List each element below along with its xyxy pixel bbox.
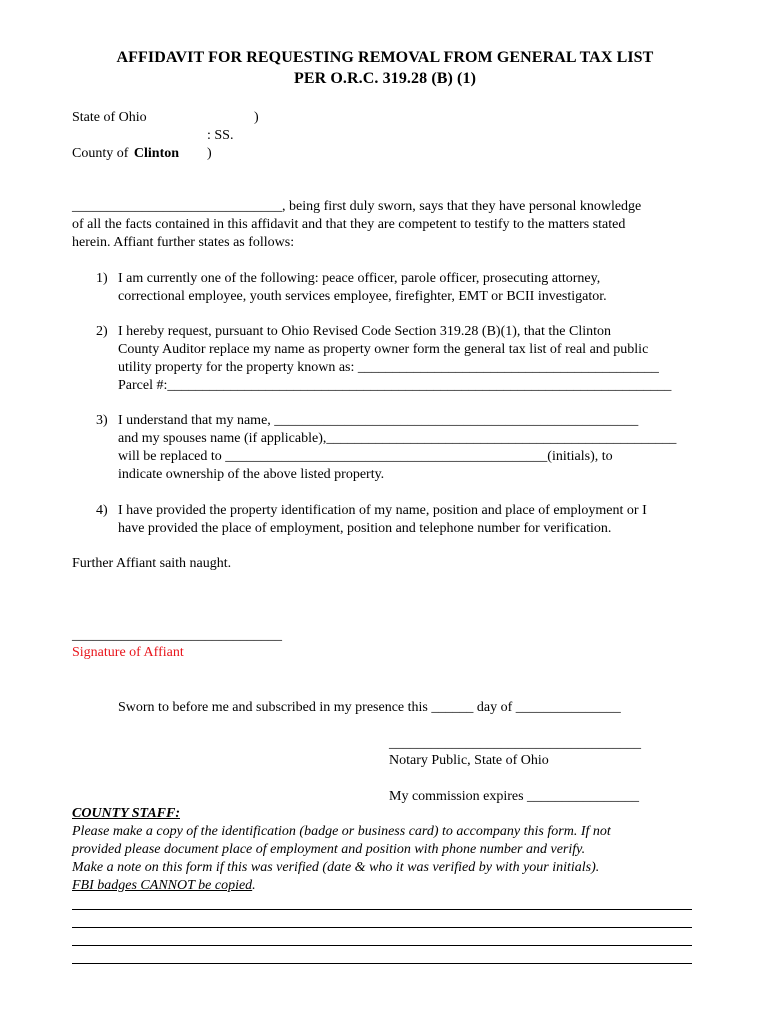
sworn-statement[interactable]: Sworn to before me and subscribed in my presence this ______ day of _______________ xyxy=(118,700,621,715)
county-staff-heading: COUNTY STAFF: xyxy=(72,806,180,821)
item-3-line-4: indicate ownership of the above listed property. xyxy=(118,467,385,482)
item-3-number: 3) xyxy=(96,413,108,428)
fbi-badges-note: FBI badges CANNOT be copied xyxy=(72,878,253,893)
fbi-badges-period: . xyxy=(252,878,256,893)
property-known-as-field[interactable]: utility property for the property known as: ___________________________________________ xyxy=(118,360,659,375)
parcel-number-field[interactable]: Parcel #:________________________________________________________________________ xyxy=(118,378,672,393)
item-2-line-2: County Auditor replace my name as property owner form the general tax list of real and public xyxy=(118,342,649,357)
venue-paren-top: ) xyxy=(254,110,259,125)
county-staff-line-4 xyxy=(72,878,256,894)
venue-county xyxy=(72,146,179,162)
item-2-number: 2) xyxy=(96,324,108,339)
venue-paren-bottom: ) xyxy=(207,146,212,161)
item-4-number: 4) xyxy=(96,503,108,518)
notary-signature-line[interactable]: ____________________________________ xyxy=(389,736,641,751)
signature-label: Signature of Affiant xyxy=(72,645,184,660)
closing-statement: Further Affiant saith naught. xyxy=(72,556,232,571)
commission-expires-field[interactable]: My commission expires ________________ xyxy=(389,789,640,804)
my-name-field[interactable]: I understand that my name, ____________________________________________________ xyxy=(118,413,639,428)
item-4-line-1: I have provided the property identification of my name, position and place of employment or I xyxy=(118,503,647,518)
county-staff-line-3: Make a note on this form if this was verified (date & who it was verified by with your initials). xyxy=(72,860,600,875)
notary-label: Notary Public, State of Ohio xyxy=(389,753,549,768)
venue-county-name: Clinton xyxy=(133,146,180,161)
county-staff-line-2: provided please document place of employment and position with phone number and verify. xyxy=(72,842,586,857)
item-2-line-1: I hereby request, pursuant to Ohio Revised Code Section 319.28 (B)(1), that the Clinton xyxy=(118,324,612,339)
notes-line-3[interactable] xyxy=(72,945,692,946)
intro-line-1: ______________________________, being first duly sworn, says that they have personal knowledge xyxy=(72,199,642,214)
form-title-line1: AFFIDAVIT FOR REQUESTING REMOVAL FROM GENERAL TAX LIST xyxy=(116,49,654,66)
item-1-line-2: correctional employee, youth services employee, firefighter, EMT or BCII investigator. xyxy=(118,289,607,304)
signature-line[interactable]: ______________________________ xyxy=(72,628,282,643)
intro-line-2: of all the facts contained in this affidavit and that they are competent to testify to the matters stated xyxy=(72,217,626,232)
venue-state: State of Ohio xyxy=(72,110,147,125)
notes-line-1[interactable] xyxy=(72,909,692,910)
initials-field[interactable]: will be replaced to ______________________________________________(initials), to xyxy=(118,449,613,464)
venue-ss: : SS. xyxy=(207,128,234,143)
county-staff-line-1: Please make a copy of the identification (badge or business card) to accompany this form. If not xyxy=(72,824,611,839)
item-1-line-1: I am currently one of the following: peace officer, parole officer, prosecuting attorney, xyxy=(118,271,601,286)
venue-county-prefix: County of xyxy=(72,146,129,161)
form-title-line2: PER O.R.C. 319.28 (B) (1) xyxy=(293,70,477,87)
item-4-line-2: have provided the place of employment, position and telephone number for verification. xyxy=(118,521,612,536)
notes-line-2[interactable] xyxy=(72,927,692,928)
notes-line-4[interactable] xyxy=(72,963,692,964)
intro-line-3: herein. Affiant further states as follows: xyxy=(72,235,295,250)
spouse-name-field[interactable]: and my spouses name (if applicable),__________________________________________________ xyxy=(118,431,677,446)
item-1-number: 1) xyxy=(96,271,108,286)
